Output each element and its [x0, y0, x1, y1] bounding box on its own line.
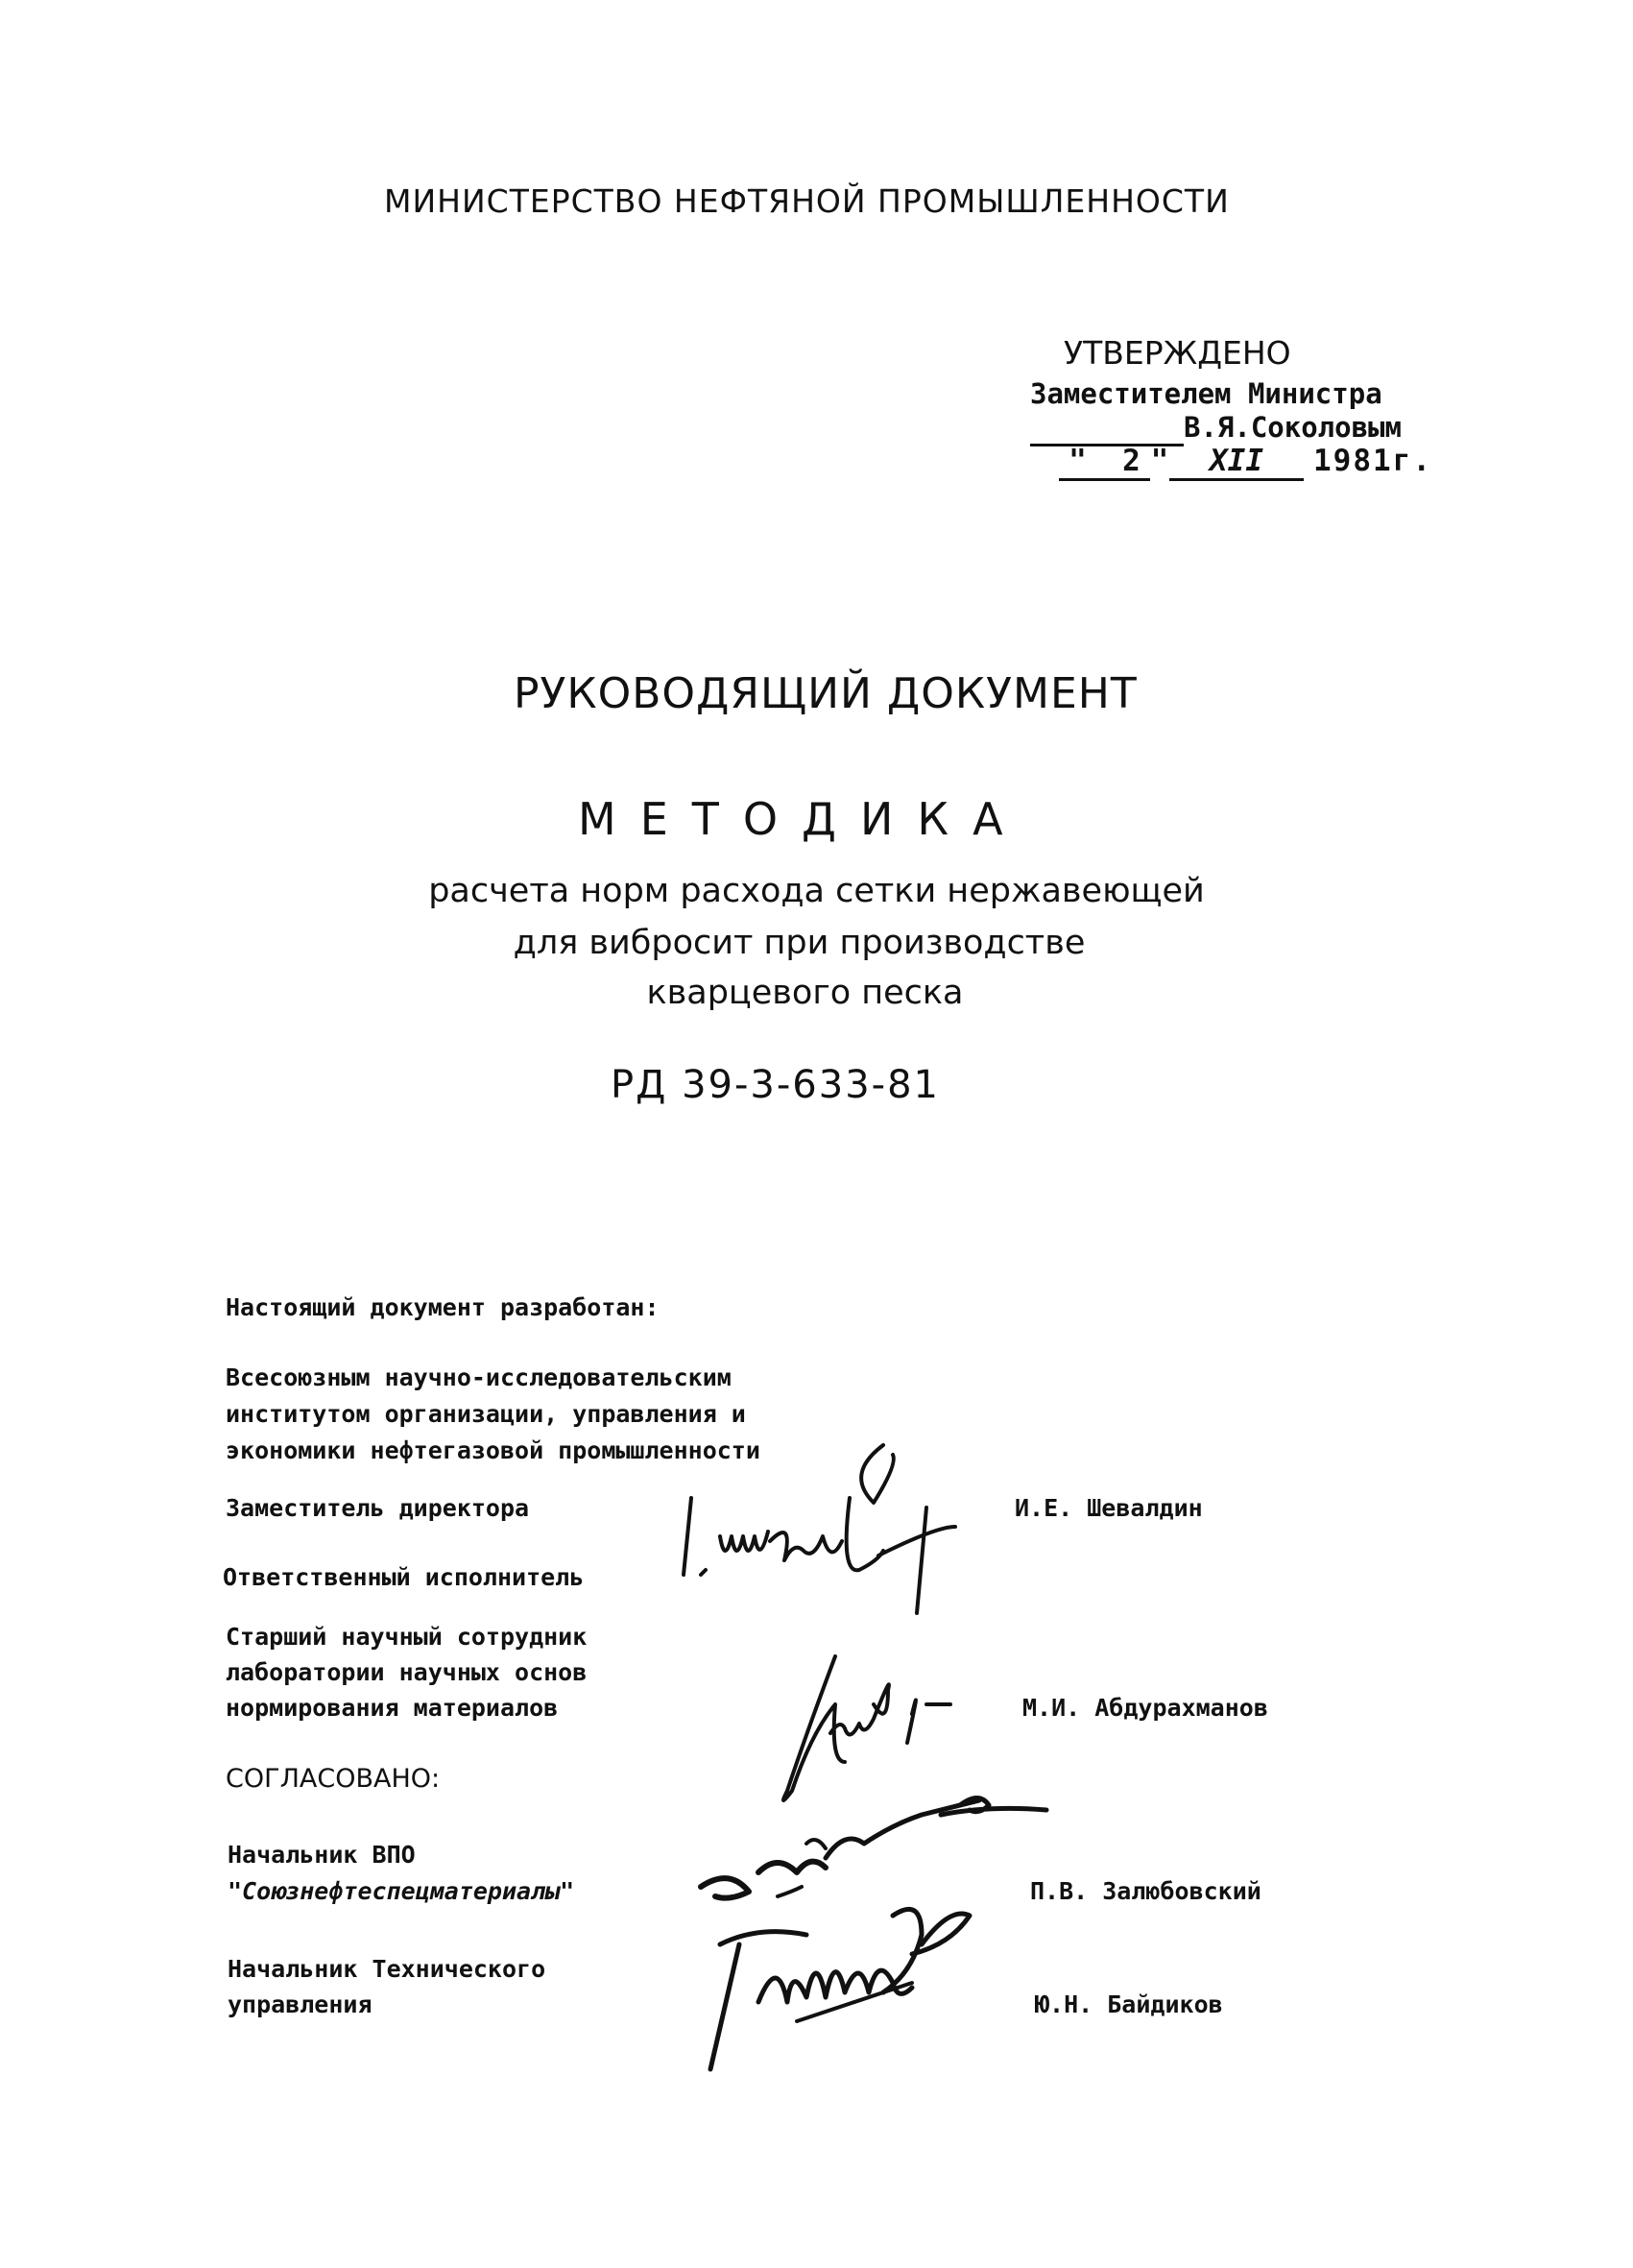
vpo-name: П.В. Залюбовский: [1030, 1877, 1261, 1905]
tech-name: Ю.Н. Байдиков: [1035, 1991, 1223, 2018]
approval-signer-line: [1030, 411, 1402, 446]
approval-title: УТВЕРЖДЕНО: [1064, 334, 1291, 372]
date-day: 2: [1122, 444, 1141, 478]
approval-date: [1059, 444, 1432, 481]
vpo-line-2: "Союзнефтеспецматериалы": [228, 1877, 575, 1905]
deputy-director-name: И.Е. Шевалдин: [1015, 1494, 1203, 1522]
document-type: РУКОВОДЯЩИЙ ДОКУМЕНТ: [514, 669, 1138, 718]
ministry-title: МИНИСТЕРСТВО НЕФТЯНОЙ ПРОМЫШЛЕННОСТИ: [384, 182, 1230, 220]
responsible-label: Ответственный исполнитель: [223, 1563, 585, 1591]
subtitle-line-1: расчета норм расхода сетки нержавеющей: [428, 872, 1205, 910]
approval-signer: В.Я.Соколовым: [1184, 411, 1402, 444]
document-name: МЕТОДИКА: [578, 793, 1027, 845]
approval-role: Заместителем Министра: [1030, 377, 1382, 410]
signature-blank-line: [1030, 411, 1184, 446]
subtitle-line-3: кварцевого песка: [646, 974, 964, 1012]
tech-line-2: управления: [228, 1991, 372, 2018]
vpo-line-1: Начальник ВПО: [228, 1841, 416, 1869]
senior-line-3: нормирования материалов: [226, 1694, 559, 1722]
date-month: XII: [1169, 444, 1304, 481]
subtitle-line-2: для вибросит при производстве: [513, 924, 1086, 962]
date-close-quote: ": [1150, 444, 1169, 478]
deputy-director-label: Заместитель директора: [226, 1494, 530, 1522]
signature-baydikov: [701, 1887, 1018, 2079]
date-year: 1981г.: [1313, 444, 1432, 478]
signature-shevaldin: [662, 1440, 1046, 1632]
date-open-quote: ": [1069, 444, 1087, 478]
document-number: РД 39-3-633-81: [611, 1063, 940, 1107]
institute-line-1: Всесоюзным научно-исследовательским: [226, 1363, 732, 1391]
developers-intro: Настоящий документ разработан:: [226, 1293, 660, 1321]
institute-line-2: институтом организации, управления и: [226, 1400, 746, 1428]
agreement-title: СОГЛАСОВАНО:: [226, 1764, 441, 1794]
tech-line-1: Начальник Технического: [228, 1955, 546, 1983]
institute-line-3: экономики нефтегазовой промышленности: [226, 1436, 760, 1464]
senior-line-1: Старший научный сотрудник: [226, 1623, 588, 1651]
date-day-field: [1059, 444, 1150, 481]
senior-line-2: лаборатории научных основ: [226, 1658, 588, 1686]
senior-name: М.И. Абдурахманов: [1022, 1694, 1268, 1722]
